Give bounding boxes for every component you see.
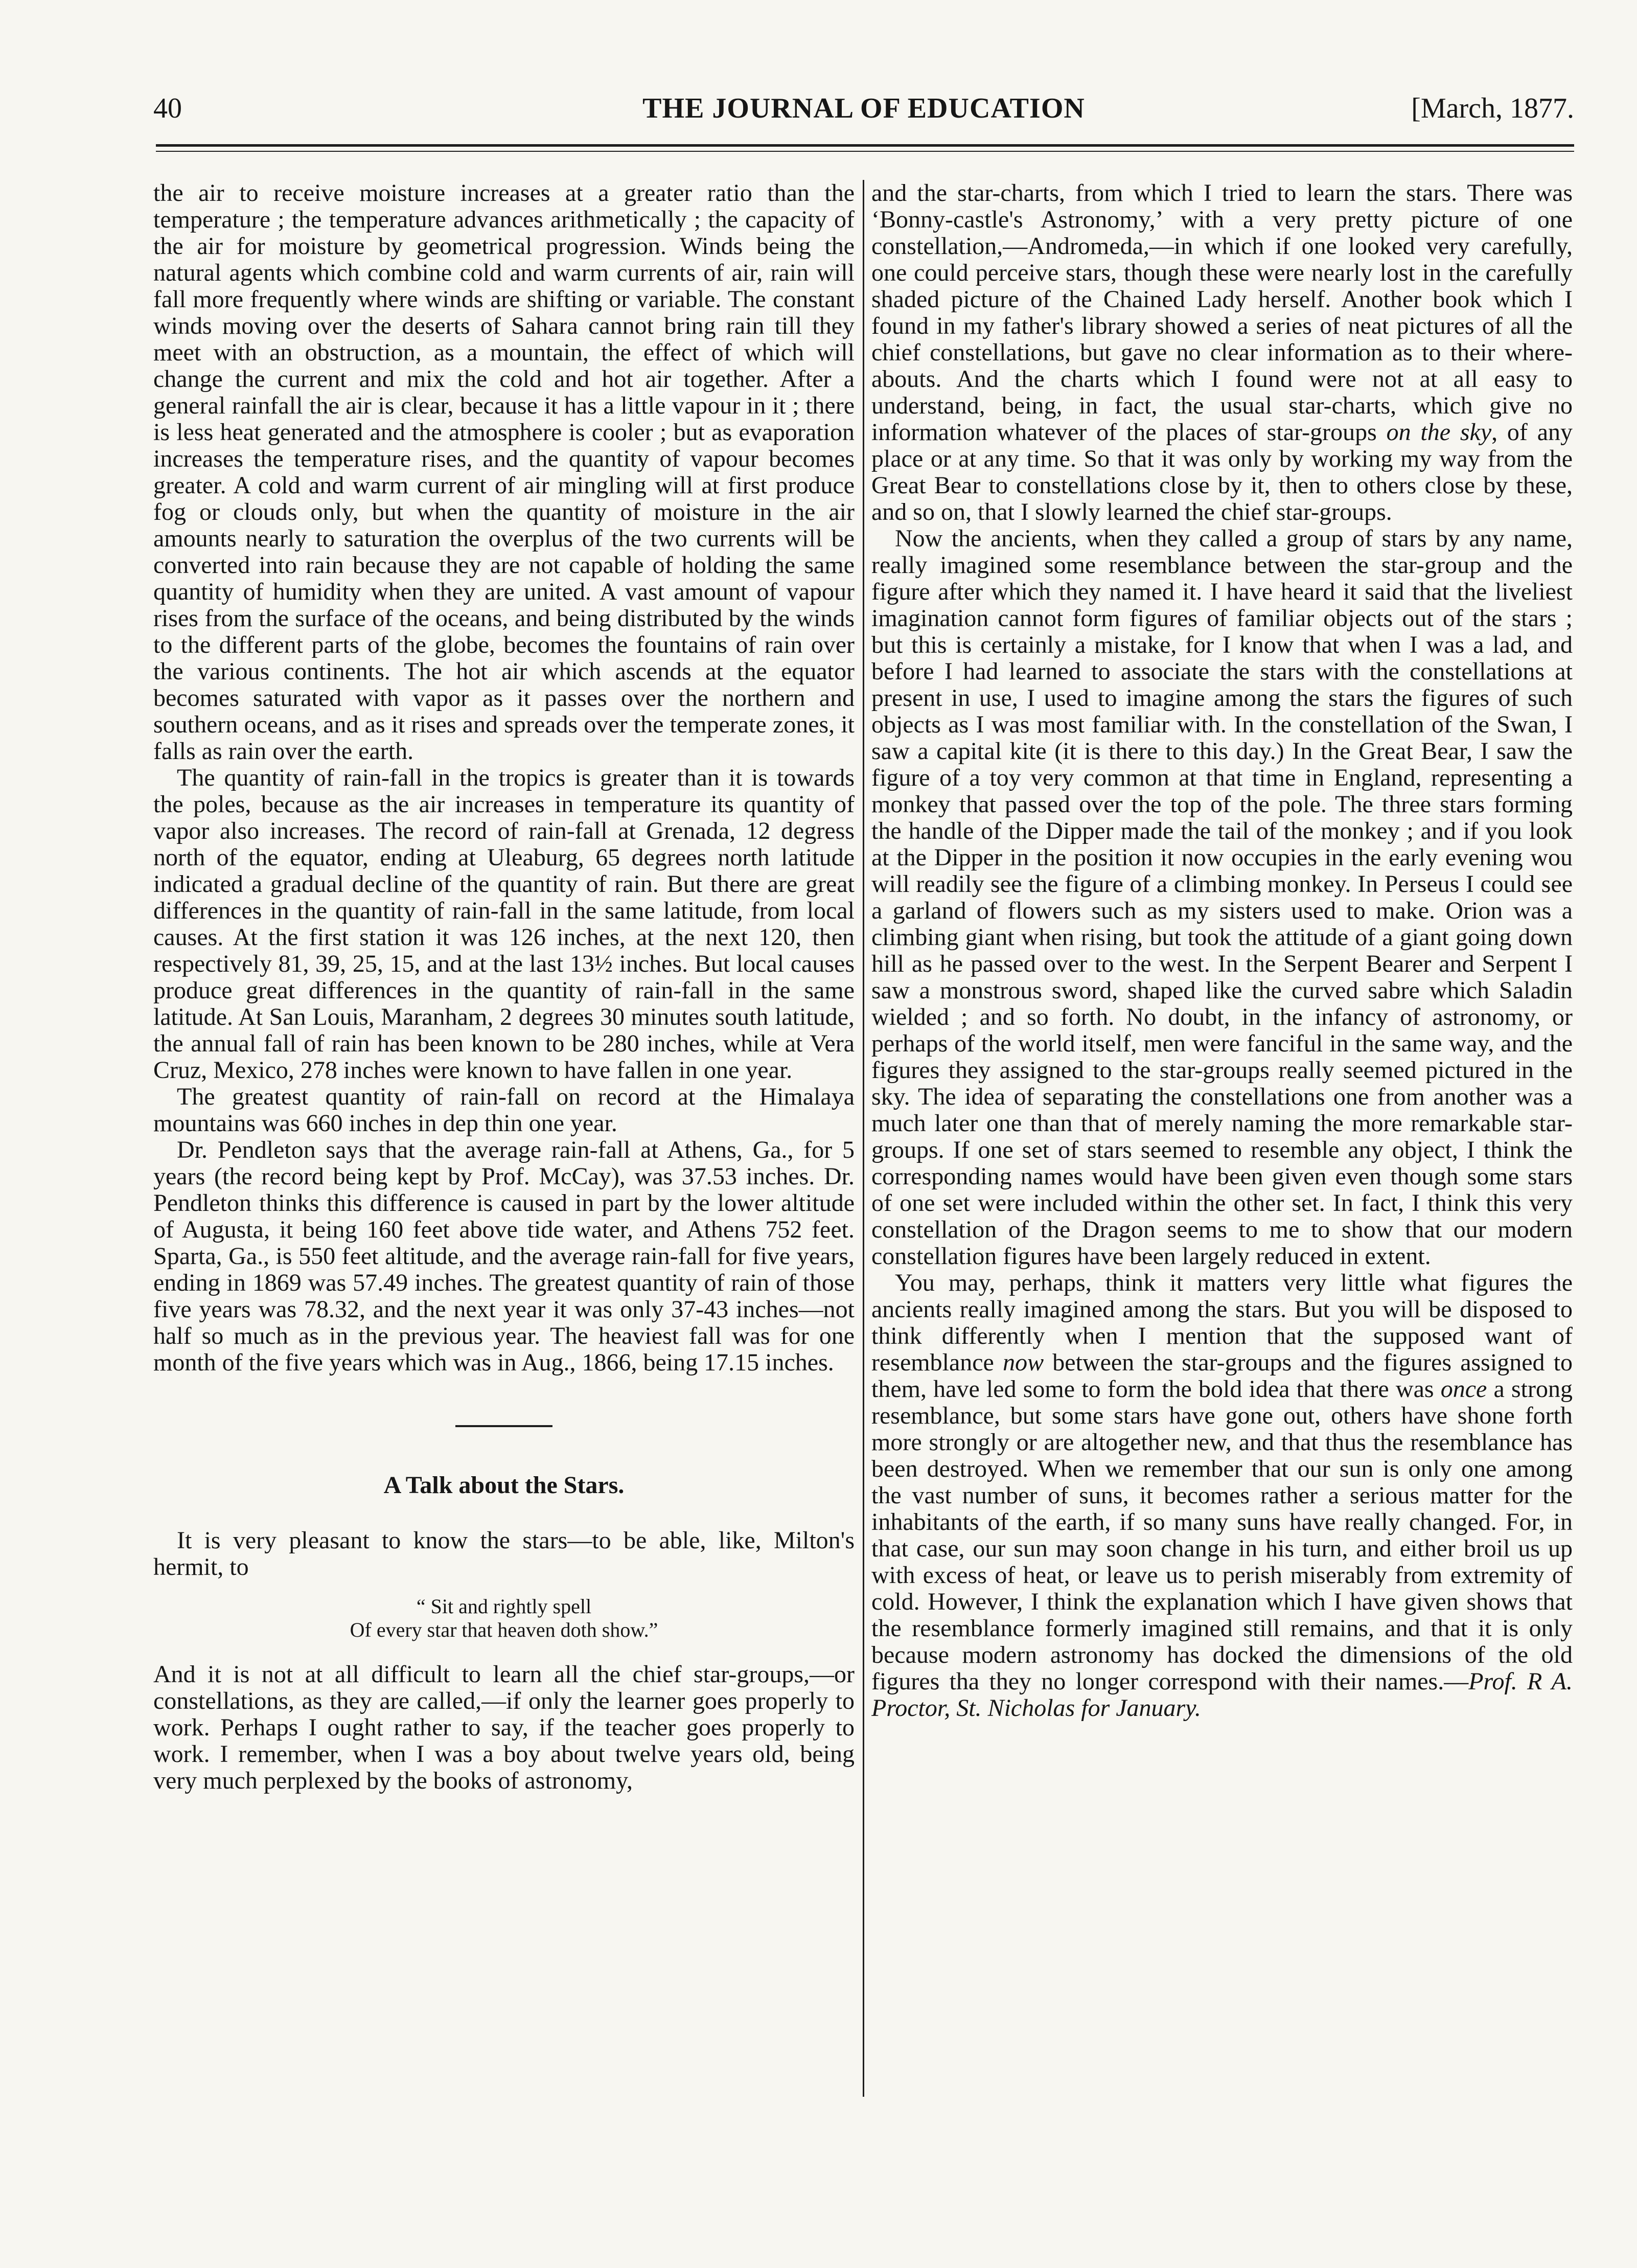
rainfall-paragraph-3: The greatest quantity of rain-fall on record at the Himalaya mountains was 660 inches in dep thin one year. bbox=[153, 1083, 855, 1137]
stars-paragraph-3 bbox=[871, 180, 1573, 525]
stars-paragraph-5-a: You may, perhaps, think it matters very little what figures the ancients really imagined among the stars. But you will be disposed to think differently when I mention that the supposed want of resemblance bbox=[871, 1269, 1573, 1376]
verse-line-1: “ Sit and rightly spell bbox=[416, 1595, 592, 1618]
running-header bbox=[153, 92, 1574, 128]
left-column bbox=[153, 180, 855, 2225]
stars-paragraph-3-text: and the star-charts, from which I tried to learn the stars. There was ‘Bonny-castle's Astronomy,’ with a very pretty picture of one constellation,—Andromeda,—in which if one looked very carefully, one could perceive stars, though these were nearly lost in the carefully shaded picture of the Chained Lady herself. Another book which I found in my father's library showed a series of neat pictures of all the chief constellations, but gave no clear information as to their where-abouts. And the charts which I found were not at all easy to understand, being, in fact, the usual star-charts, which give no information whatever of the places of star-groups bbox=[871, 180, 1573, 446]
stars-paragraph-5-b: between the star-groups and the figures assigned to them, have led some to form the bold idea that there was bbox=[871, 1349, 1573, 1403]
article-separator bbox=[455, 1425, 552, 1427]
page-number: 40 bbox=[153, 93, 182, 124]
italic-once: once bbox=[1440, 1376, 1487, 1403]
issue-date: [March, 1877. bbox=[1411, 93, 1574, 124]
stars-paragraph-5 bbox=[871, 1270, 1573, 1722]
article-title: A Talk about the Stars. bbox=[383, 1472, 625, 1499]
stars-paragraph-3-end: , of any place or at any time. So that it was only by working my way from the Great Bear to constellations close by it, then to others close by these, and so on, that I slowly learned the chief star-groups. bbox=[871, 419, 1573, 525]
verse-line-2: Of every star that heaven doth show.” bbox=[350, 1618, 658, 1641]
stars-paragraph-5-c: a strong resemblance, but some stars have gone out, others have shone forth more strongly or are altogether new, and that thus the resemblance has been destroyed. When we remember that our sun is only one among the vast number of suns, it becomes rather a serious matter for the inhabitants of the earth, if so many suns have really changed. For, in that case, our sun may soon change in his turn, and either broil us up with excess of heat, or leave us to perish miserably from extremity of cold. However, I think the explanation which I have given shows that the resemblance formerly imagined still remains, and that it is only because modern astronomy has docked the dimensions of the old figures tha they no longer correspond with their names.— bbox=[871, 1376, 1573, 1695]
stars-paragraph-2: And it is not at all difficult to learn all the chief star-groups,—or constellations, as they are called,—if only the learner goes properly to work. Perhaps I ought rather to say, if the teacher goes properly to work. I remember, when I was a boy about twelve years old, being very much perplexed by the books of astronomy, bbox=[153, 1661, 855, 1794]
italic-on-the-sky: on the sky bbox=[1386, 419, 1492, 446]
right-column bbox=[871, 180, 1573, 2225]
rainfall-paragraph-4: Dr. Pendleton says that the average rain-fall at Athens, Ga., for 5 years (the record being kept by Prof. McCay), was 37.53 inches. Dr. Pendleton thinks this difference is caused in part by the lower altitude of Augusta, it being 160 feet above tide water, and Athens 752 feet. Sparta, Ga., is 550 feet altitude, and the average rain-fall for five years, ending in 1869 was 57.49 inches. The greatest quantity of rain of those five years was 78.32, and the next year it was only 37-43 inches—not half so much as in the previous year. The heaviest fall was for one month of the five years which was in Aug., 1866, being 17.15 inches. bbox=[153, 1136, 855, 1376]
stars-paragraph-1: It is very pleasant to know the stars—to be able, like, Milton's hermit, to bbox=[153, 1527, 855, 1580]
author-byline: Prof. R A. Proctor, St. Nicholas for January. bbox=[871, 1668, 1573, 1722]
italic-now: now bbox=[1003, 1349, 1044, 1376]
stars-paragraph-4: Now the ancients, when they called a group of stars by any name, really imagined some resemblance between the star-group and the figure after which they named it. I have heard it said that the liveliest imagination cannot form figures of familiar objects out of the stars ; but this is certainly a mistake, for I know that when I was a lad, and before I had learned to associate the stars with the constellations at present in use, I used to imagine among the stars the figures of such objects as I was most familiar with. In the constellation of the Swan, I saw a capital kite (it is there to this day.) In the Great Bear, I saw the figure of a toy very common at that time in England, representing a monkey that passed over the top of the pole. The three stars forming the handle of the Dipper made the tail of the monkey ; and if you look at the Dipper in the position it now occupies in the early evening wou will readily see the figure of a climbing monkey. In Perseus I could see a garland of flowers such as my sisters used to make. Orion was a climbing giant when rising, but took the attitude of a giant going down hill as he passed over to the west. In the Serpent Bearer and Serpent I saw a monstrous sword, shaped like the curved sabre which Saladin wielded ; and so forth. No doubt, in the infancy of astronomy, or perhaps of the world itself, men were fanciful in the same way, and the figures they assigned to the star-groups really seemed pictured in the sky. The idea of separating the constellations one from another was a much later one than that of merely naming the more remarkable star-groups. If one set of stars seemed to resemble any object, I think the corresponding names would have been given even though some stars of one set were included within the other set. In fact, I think this very constellation of the Dragon seems to me to show that our modern constellation figures have been largely reduced in extent. bbox=[871, 525, 1573, 1270]
header-rule-thick bbox=[156, 144, 1574, 147]
quoted-verse bbox=[153, 1595, 855, 1642]
journal-title: THE JOURNAL OF EDUCATION bbox=[642, 93, 1085, 124]
rainfall-paragraph-1: the air to receive moisture increases at a greater ratio than the temperature ; the temperature advances arithmetically ; the capacity of the air for moisture by geometrical progression. Winds being the natural agents which combine cold and warm currents of air, rain will fall more frequently where winds are shifting or variable. The constant winds moving over the deserts of Sahara cannot bring rain till they meet with an obstruction, as a mountain, the effect of which will change the current and mix the cold and hot air together. After a general rainfall the air is clear, because it has a little vapour in it ; there is less heat generated and the atmosphere is cooler ; but as evaporation increases the temperature rises, and the quantity of vapour becomes greater. A cold and warm current of air mingling will at first produce fog or clouds only, but when the quantity of moisture in the air amounts nearly to saturation the overplus of the two currents will be converted into rain because they are not capable of holding the same quantity of humidity when they are united. A vast amount of vapour rises from the surface of the oceans, and being distributed by the winds to the different parts of the globe, becomes the fountains of rain over the various continents. The hot air which ascends at the equator becomes saturated with vapor as it passes over the northern and southern oceans, and as it rises and spreads over the temperate zones, it falls as rain over the earth. bbox=[153, 180, 855, 765]
rainfall-paragraph-2: The quantity of rain-fall in the tropics is greater than it is towards the poles, because as the air increases in temperature its quantity of vapor also increases. The record of rain-fall at Grenada, 12 degress north of the equator, ending at Uleaburg, 65 degrees north latitude indicated a gradual decline of the quantity of rain. But there are great differences in the quantity of rain-fall in the same latitude, from local causes. At the first station it was 126 inches, at the next 120, then respectively 81, 39, 25, 15, and at the last 13½ inches. But local causes produce great differences in the quantity of rain-fall in the same latitude. At San Louis, Maranham, 2 degrees 30 minutes south latitude, the annual fall of rain has been known to be 280 inches, while at Vera Cruz, Mexico, 278 inches were known to have fallen in one year. bbox=[153, 764, 855, 1084]
header-rule-thin bbox=[156, 151, 1574, 152]
column-divider bbox=[863, 180, 864, 2097]
